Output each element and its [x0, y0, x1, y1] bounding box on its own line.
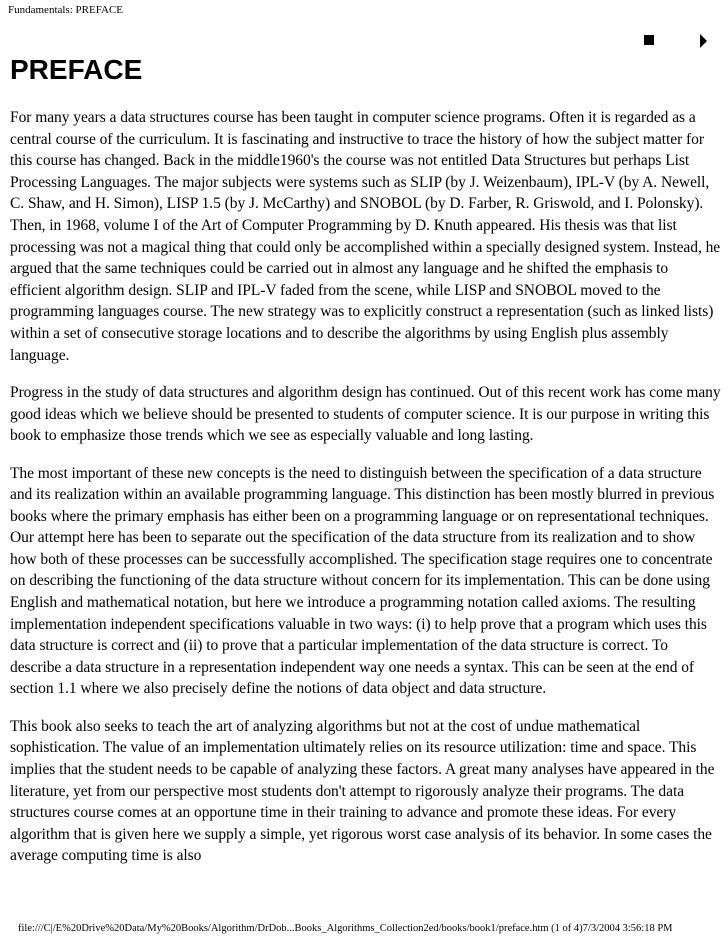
stop-icon[interactable] [644, 35, 654, 45]
navigation-bar [640, 34, 720, 50]
paragraph-2: Progress in the study of data structures and algorithm design has continued. Out of this recent work has come many good ideas which we believe should be presented to students of computer science. It is our purpose in writing this book to emphasize those trends which we see as especially valuable and long lasting. [10, 383, 721, 445]
paragraph-3: The most important of these new concepts is the need to distinguish between the specification of a data structure and its realization within an available programming language. This distinction has been mostly blurred in previous books where the primary emphasis has either been on a programming language or on representational techniques. Our attempt here has been to separate out the specification of the data structure from its realization and to show how both of these processes can be successfully accomplished. The specification stage requires one to concentrate on describing the functioning of the data structure without concern for its implementation. This can be done using English and mathematical notation, but here we introduce a programming notation called axioms. The resulting implementation independent specifications valuable in two ways: (i) to help prove that a program which uses this data structure is correct and (ii) to prove that a particular implementation of the data structure is correct. To describe a data structure in a representation independent way one needs a syntax. This can be seen at the end of section 1.1 where we also precisely define the notions of data object and data structure. [10, 464, 715, 698]
page-header-title: Fundamentals: PREFACE [8, 4, 123, 16]
next-icon[interactable] [700, 34, 707, 48]
paragraph-4: This book also seeks to teach the art of analyzing algorithms but not at the cost of undue mathematical sophistication. The value of an implementation ultimately relies on its resource utilization: time and space. This implies that the student needs to be capable of analyzing these factors. A great many analyses have appeared in the literature, yet from our perspective most students don't attempt to rigorously analyze their programs. The data structures course comes at an opportune time in their training to advance and promote these ideas. For every algorithm that is given here we supply a simple, yet rigorous worst case analysis of its behavior. In some cases the average computing time is also [10, 717, 715, 865]
preface-body [10, 107, 722, 883]
paragraph-1: For many years a data structures course has been taught in computer science programs. Often it is regarded as a central course of the curriculum. It is fascinating and instructive to trace the history of how the subject matter for this course has changed. Back in the middle1960's the course was not entitled Data Structures but perhaps List Processing Languages. The major subjects were systems such as SLIP (by J. Weizenbaum), IPL-V (by A. Newell, C. Shaw, and H. Simon), LISP 1.5 (by J. McCarthy) and SNOBOL (by D. Farber, R. Griswold, and I. Polonsky). Then, in 1968, volume I of the Art of Computer Programming by D. Knuth appeared. His thesis was that list processing was not a magical thing that could only be accomplished within a specially designed system. Instead, he argued that the same techniques could be carried out in almost any language and he shifted the emphasis to efficient algorithm design. SLIP and IPL-V faded from the scene, while LISP and SNOBOL moved to the programming languages course. The new strategy was to explicitly construct a representation (such as linked lists) within a set of consecutive storage locations and to describe the algorithms by using English plus assembly language. [10, 109, 721, 364]
page-title: PREFACE [10, 54, 143, 85]
page-footer-path: file:///C|/E%20Drive%20Data/My%20Books/Algorithm/DrDob...Books_Algorithms_Collection2ed/books/book1/preface.htm (1 of 4)7/3/2004 3:56:18 PM [18, 923, 673, 934]
